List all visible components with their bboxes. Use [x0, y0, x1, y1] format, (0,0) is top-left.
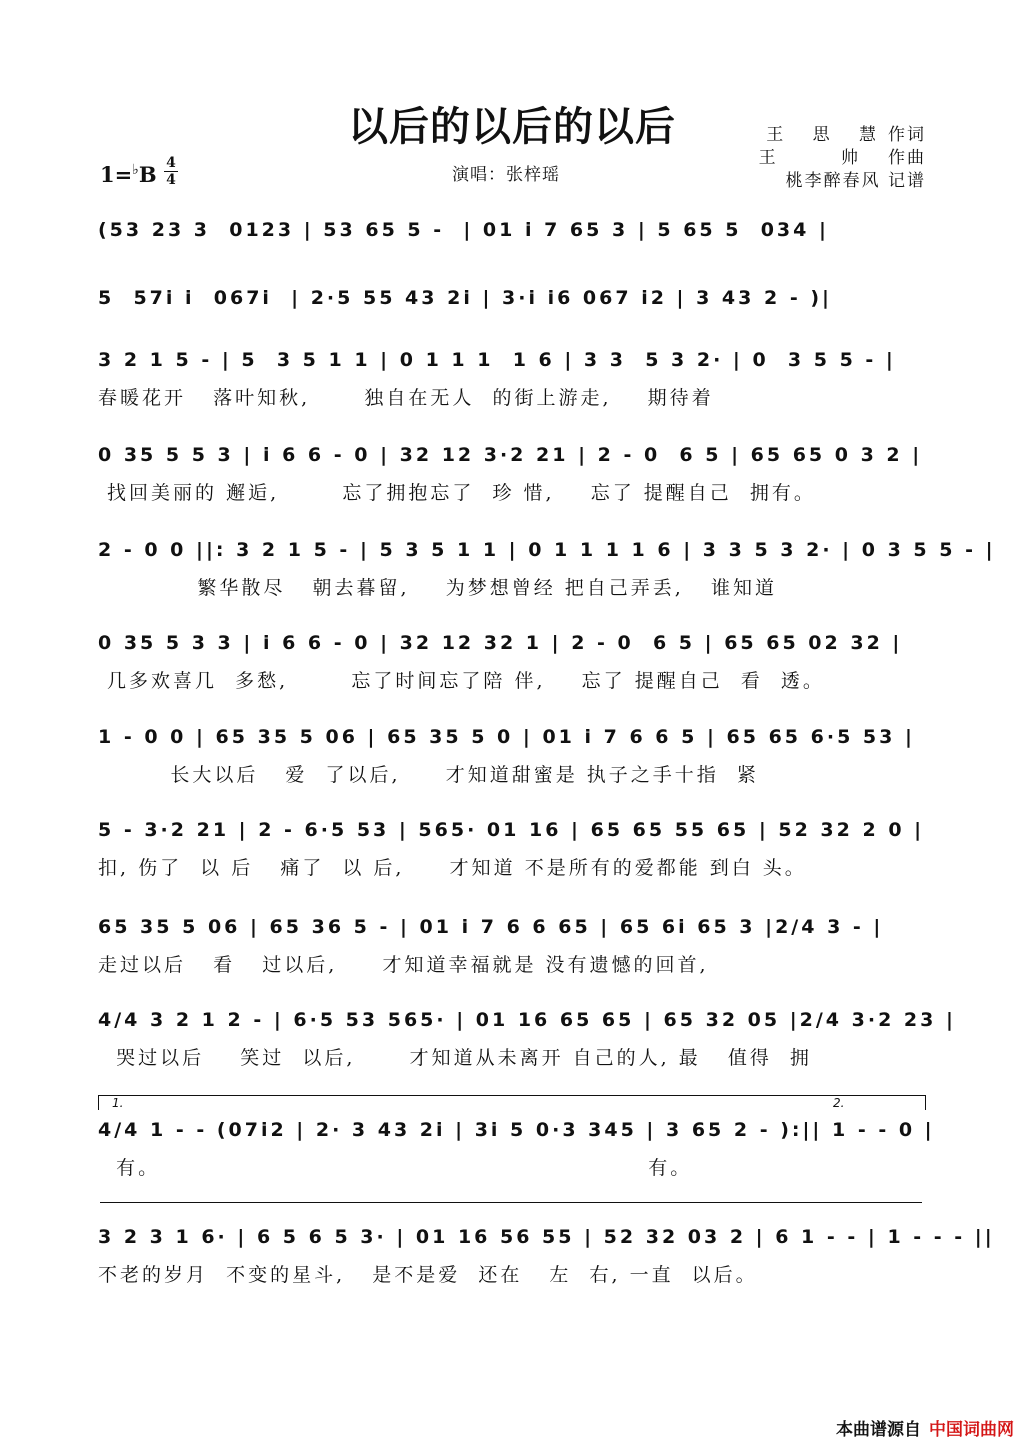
time-signature — [164, 156, 178, 187]
lyric-line: 走过以后 看 过以后, 才知道幸福就是 没有遗憾的回首, — [98, 954, 709, 976]
notation-line: 4/4 3 2 1 2 - | 6·5 53 565· | 01 16 65 65 | 65 32 05 |2/4 3·2 23 | — [98, 1009, 956, 1031]
lyric-line: 春暖花开 落叶知秋, 独自在无人 的街上游走, 期待着 — [98, 387, 714, 409]
notation-line: 5 - 3·2 21 | 2 - 6·5 53 | 565· 01 16 | 65 65 55 65 | 52 32 2 0 | — [98, 819, 925, 841]
notation-line: 3 2 1 5 - | 5 3 5 1 1 | 0 1 1 1 1 6 | 3 3 5 3 2· | 0 3 5 5 - | — [98, 349, 896, 371]
first-ending-label: 1. — [112, 1096, 124, 1110]
time-signature-bottom: 4 — [166, 172, 176, 188]
notation-line: 4/4 1 - - (07i2 | 2· 3 43 2i | 3i 5 0·3 345 | 3 65 2 - ):|| 1 - - 0 | — [98, 1119, 935, 1141]
lyric-line: 几多欢喜几 多愁, 忘了时间忘了陪 伴, 忘了 提醒自己 看 透。 — [98, 670, 825, 692]
lyric-line: 哭过以后 笑过 以后, 才知道从未离开 自己的人, 最 值得 拥 — [98, 1047, 812, 1069]
second-ending-label: 2. — [833, 1096, 845, 1110]
song-title: 以后的以后的以后 — [348, 103, 676, 150]
notation-line: 1 - 0 0 | 65 35 5 06 | 65 35 5 0 | 01 i 7 6 6 5 | 65 65 6·5 53 | — [98, 726, 915, 748]
notation-line: (53 23 3 0123 | 53 65 5 - | 01 i 7 65 3 | 5 65 5 034 | — [98, 219, 829, 241]
notation-line: 0 35 5 3 3 | i 6 6 - 0 | 32 12 32 1 | 2 - 0 6 5 | 65 65 02 32 | — [98, 632, 903, 654]
source-label: 本曲谱源自 — [836, 1420, 921, 1440]
key-label: 1= — [100, 162, 133, 187]
lyric-line: 长大以后 爱 了以后, 才知道甜蜜是 执子之手十指 紧 — [98, 764, 759, 786]
notation-line: 0 35 5 5 3 | i 6 6 - 0 | 32 12 3·2 21 | 2 - 0 6 5 | 65 65 0 3 2 | — [98, 444, 923, 466]
key-note: B — [138, 162, 157, 187]
notation-line: 65 35 5 06 | 65 36 5 - | 01 i 7 6 6 65 | 65 6i 65 3 |2/4 3 - | — [98, 916, 884, 938]
notation-line: 2 - 0 0 ||: 3 2 1 5 - | 5 3 5 1 1 | 0 1 1 1 1 6 | 3 3 5 3 2· | 0 3 5 5 - | — [98, 539, 996, 561]
volta-bracket — [98, 1095, 926, 1110]
flat-sign: ♭ — [132, 162, 139, 178]
source-site: 中国词曲网 — [929, 1420, 1014, 1440]
lyric-line: 有。 有。 — [98, 1157, 693, 1179]
composer-credit: 王 帅作曲 — [758, 148, 926, 168]
notation-line: 5 57i i 067i | 2·5 55 43 2i | 3·i i6 067 i2 | 3 43 2 - )| — [98, 287, 832, 309]
key-signature — [100, 162, 157, 187]
credits-block — [759, 124, 926, 193]
singer-credit: 演唱：张梓瑶 — [452, 165, 560, 185]
lyric-line: 不老的岁月 不变的星斗, 是不是爱 还在 左 右, 一直 以后。 — [98, 1264, 758, 1286]
transcriber-credit: 桃李醉春风 记谱 — [785, 171, 926, 191]
source-footer — [836, 1415, 1014, 1440]
lyric-line: 繁华散尽 朝去暮留, 为梦想曾经 把自己弄丢, 谁知道 — [98, 577, 777, 599]
lyricist-credit: 王 思 慧作词 — [766, 125, 926, 145]
notation-line: 3 2 3 1 6· | 6 5 6 5 3· | 01 16 56 55 | 52 32 03 2 | 6 1 - - | 1 - - - || — [98, 1226, 995, 1248]
lyric-line: 找回美丽的 邂逅, 忘了拥抱忘了 珍 惜, 忘了 提醒自己 拥有。 — [98, 482, 816, 504]
time-signature-top: 4 — [166, 155, 176, 171]
lyric-line: 扣, 伤了 以 后 痛了 以 后, 才知道 不是所有的爱都能 到白 头。 — [98, 857, 807, 879]
coda-divider — [100, 1202, 922, 1203]
